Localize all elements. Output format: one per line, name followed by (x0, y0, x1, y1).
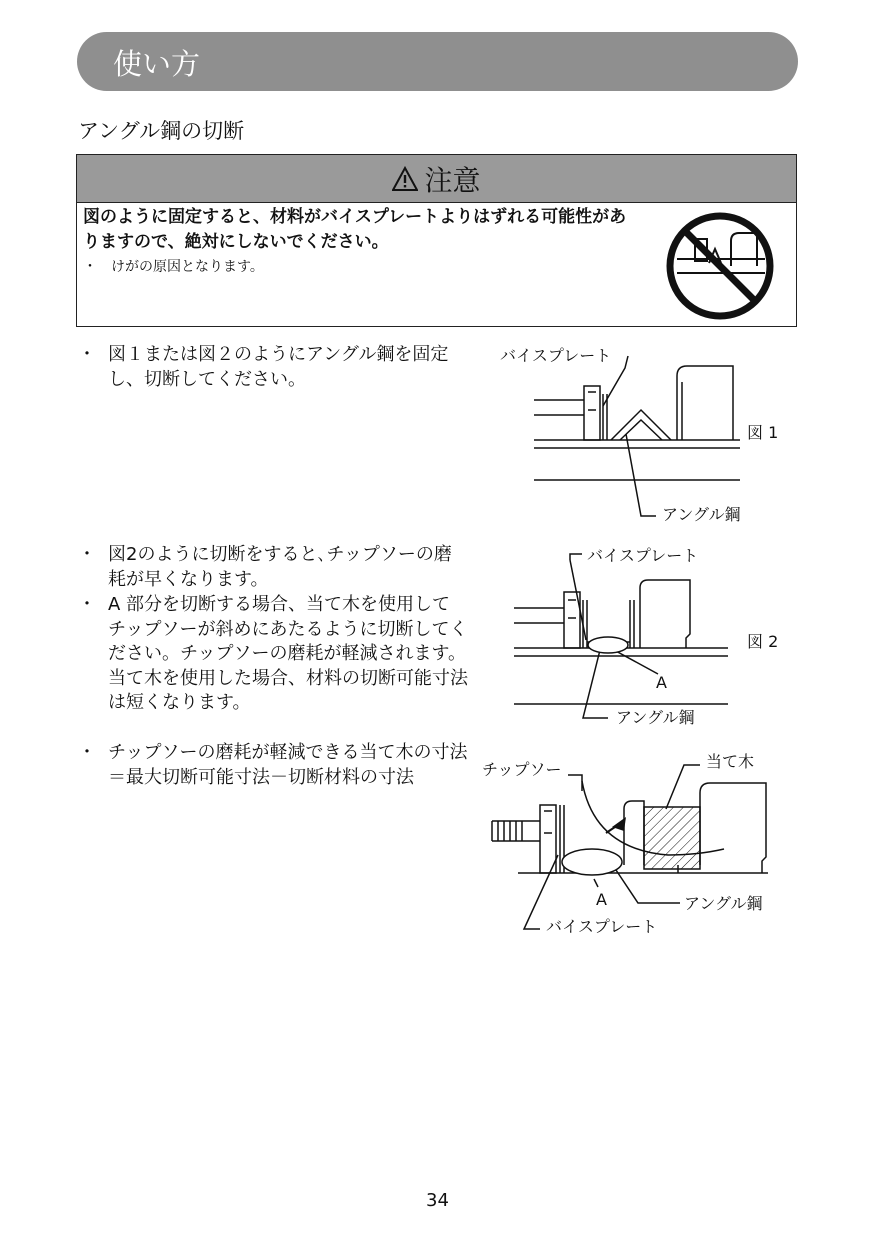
caution-note-text: けがの原因となります。 (111, 259, 264, 275)
figure-1-angle-label: アングル鋼 (662, 505, 741, 524)
chapter-header (77, 32, 798, 91)
figure-3-saw-label: チップソー (482, 760, 562, 779)
instruction-item-4 (78, 741, 468, 790)
no-symbol-icon (665, 211, 775, 321)
bullet-dot: ・ (78, 594, 96, 615)
page-number: 34 (426, 1190, 449, 1211)
figure-3-block-label: 当て木 (706, 752, 755, 771)
instruction-text: A 部分を切断する場合、当て木を使用してチップソーが斜めにあたるように切断してください。チップソーの磨耗が軽減されます。当て木を使用した場合、材料の切断可能寸法は短くなります。 (108, 594, 468, 713)
chapter-title: 使い方 (113, 47, 201, 81)
figure-3-point-a: A (596, 890, 607, 909)
figure-2-vise-label: バイスプレート (587, 546, 699, 565)
bullet-dot: ・ (78, 344, 96, 365)
instruction-text: チップソーの磨耗が軽減できる当て木の寸法＝最大切断可能寸法－切断材料の寸法 (108, 742, 468, 788)
figure-1-caption: 図 1 (747, 423, 779, 442)
figure-2-point-a: A (656, 673, 667, 692)
bullet-dot: ・ (78, 544, 96, 565)
figure-3-angle-label: アングル鋼 (684, 894, 763, 913)
figure-1-diagram (490, 340, 790, 535)
figure-3-vise-label: バイスプレート (546, 917, 658, 936)
figure-2-angle-label: アングル鋼 (616, 708, 695, 727)
figure-1-vise-label: バイスプレート (500, 346, 612, 365)
caution-warning-text: 図のように固定すると、材料がバイスプレートよりはずれる可能性がありますので、絶対にしないでください。 (83, 207, 627, 252)
instruction-item-3 (78, 593, 468, 716)
caution-header (77, 155, 796, 203)
instruction-text: 図2のように切断をすると､チップソーの磨耗が早くなります。 (108, 544, 452, 590)
caution-heading: 注意 (424, 163, 481, 197)
instruction-text: 図１または図２のようにアングル鋼を固定し、切断してください。 (108, 344, 449, 390)
figure-2-diagram (490, 540, 790, 735)
figure-2-caption: 図 2 (747, 632, 779, 651)
caution-note-bullet: ・ (83, 259, 97, 275)
instruction-item-1 (78, 343, 468, 392)
caution-box (76, 154, 797, 327)
caution-note (83, 256, 264, 276)
bullet-dot: ・ (78, 742, 96, 763)
warning-triangle-icon (392, 166, 418, 192)
figure-3-diagram (478, 745, 790, 940)
section-title: アングル鋼の切断 (78, 119, 245, 143)
instruction-item-2 (78, 543, 468, 592)
